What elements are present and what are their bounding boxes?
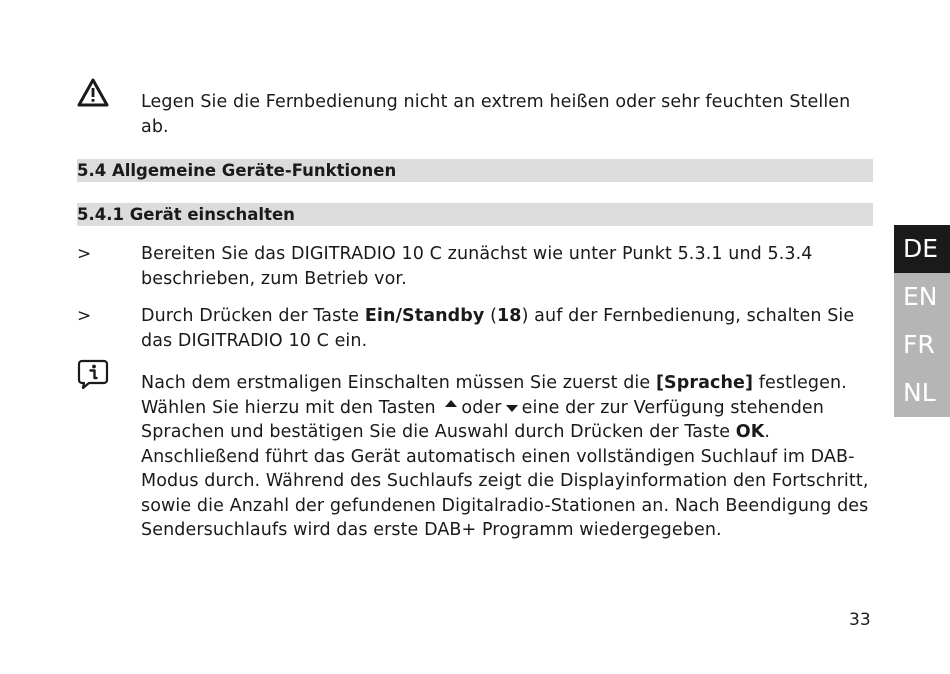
language-tab-en[interactable]: EN xyxy=(894,273,950,321)
subsection-heading: 5.4.1 Gerät einschalten xyxy=(77,203,873,226)
step-marker: > xyxy=(77,244,92,264)
key-name: Ein/Standby xyxy=(364,306,485,326)
step-2-text: Durch Drücken der Taste Ein/Standby (18) auf der Fernbedienung, schalten Sie das DIGITRADIO 10 C ein. xyxy=(141,306,855,351)
language-tab-nl[interactable]: NL xyxy=(894,369,950,417)
info-text: Nach dem erstmaligen Einschalten müssen Sie zuerst die [Sprache] festlegen. Wählen Sie hierzu mit den Tasten oder eine der zur Verfügung stehenden Sprachen und bestätigen Sie die Auswahl durch Drücken der Taste OK. Anschließend führt das Gerät automatisch einen vollständigen Suchlauf im DAB-Modus durch. Während des Suchlaufs zeigt die Displayinformation den Fortschritt, sowie die Anzahl der gefundenen Digitalradio-Stationen an. Nach Beendigung des Sendersuchlaufs wird das erste DAB+ Programm wiedergegeben. xyxy=(141,373,869,540)
warning-text: Legen Sie die Fernbedienung nicht an extrem heißen oder sehr feuchten Stellen ab. xyxy=(141,92,851,137)
warning-triangle-icon xyxy=(77,78,109,112)
info-icon xyxy=(77,359,109,393)
key-number: 18 xyxy=(497,306,522,326)
language-tab-fr[interactable]: FR xyxy=(894,321,950,369)
language-tabs xyxy=(894,225,950,417)
step-1-text: Bereiten Sie das DIGITRADIO 10 C zunächst wie unter Punkt 5.3.1 und 5.3.4 beschrieben, zum Betrieb vor. xyxy=(141,244,813,289)
arrow-up-icon xyxy=(445,400,457,407)
page-number: 33 xyxy=(849,610,871,630)
language-tab-de[interactable]: DE xyxy=(894,225,950,273)
section-heading: 5.4 Allgemeine Geräte-Funktionen xyxy=(77,159,873,182)
step-marker: > xyxy=(77,306,92,326)
arrow-down-icon xyxy=(506,405,518,412)
